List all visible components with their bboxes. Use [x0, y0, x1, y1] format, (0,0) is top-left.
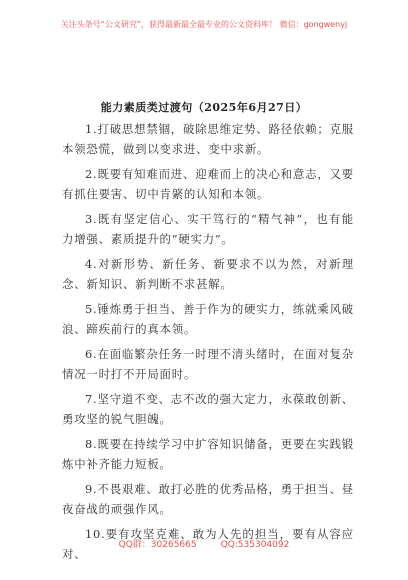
footer-contact — [0, 537, 408, 550]
footer-qq-number: QQ:535304092 — [220, 540, 290, 550]
paragraph: 10.要有攻坚克难、敢为人先的担当，要有从容应对、 — [62, 527, 354, 561]
paragraph: 3.既有坚定信心、实干笃行的“精气神”，也有能力增强、素质提升的“硬实力”。 — [62, 212, 354, 246]
paragraph: 7.坚守道不变、志不改的强大定力，永葆敢创新、勇攻坚的锐气胆魄。 — [62, 392, 354, 426]
paragraph: 9.不畏艰难、敢打必胜的优秀品格，勇于担当、昼夜奋战的顽强作风。 — [62, 482, 354, 516]
document-body — [62, 119, 354, 569]
paragraph: 4.对新形势、新任务、新要求不以为然，对新理念、新知识、新判断不求甚解。 — [62, 257, 354, 291]
footer-qq-group: QQ群：30265665 — [118, 540, 197, 550]
paragraph: 8.既要在持续学习中扩容知识储备，更要在实践锻炼中补齐能力短板。 — [62, 437, 354, 471]
paragraph: 6.在面临繁杂任务一时理不清头绪时，在面对复杂情况一时打不开局面时。 — [62, 347, 354, 381]
paragraph: 1.打破思想禁锢，破除思维定势、路径依赖；克服本领恐慌，做到以变求进、变中求新。 — [62, 122, 354, 156]
paragraph: 5.锤炼勇于担当、善于作为的硬实力，练就乘风破浪、蹄疾前行的真本领。 — [62, 302, 354, 336]
promo-banner: 关注头条号“公文研究”，获得最新最全最专业的公文资料库！ 微信：gongwenyj — [60, 20, 348, 29]
paragraph: 2.既要有知难而进、迎难而上的决心和意志，又要有抓住要害、切中肯綮的认知和本领。 — [62, 167, 354, 201]
document-title: 能力素质类过渡句（2025年6月27日） — [100, 101, 308, 114]
